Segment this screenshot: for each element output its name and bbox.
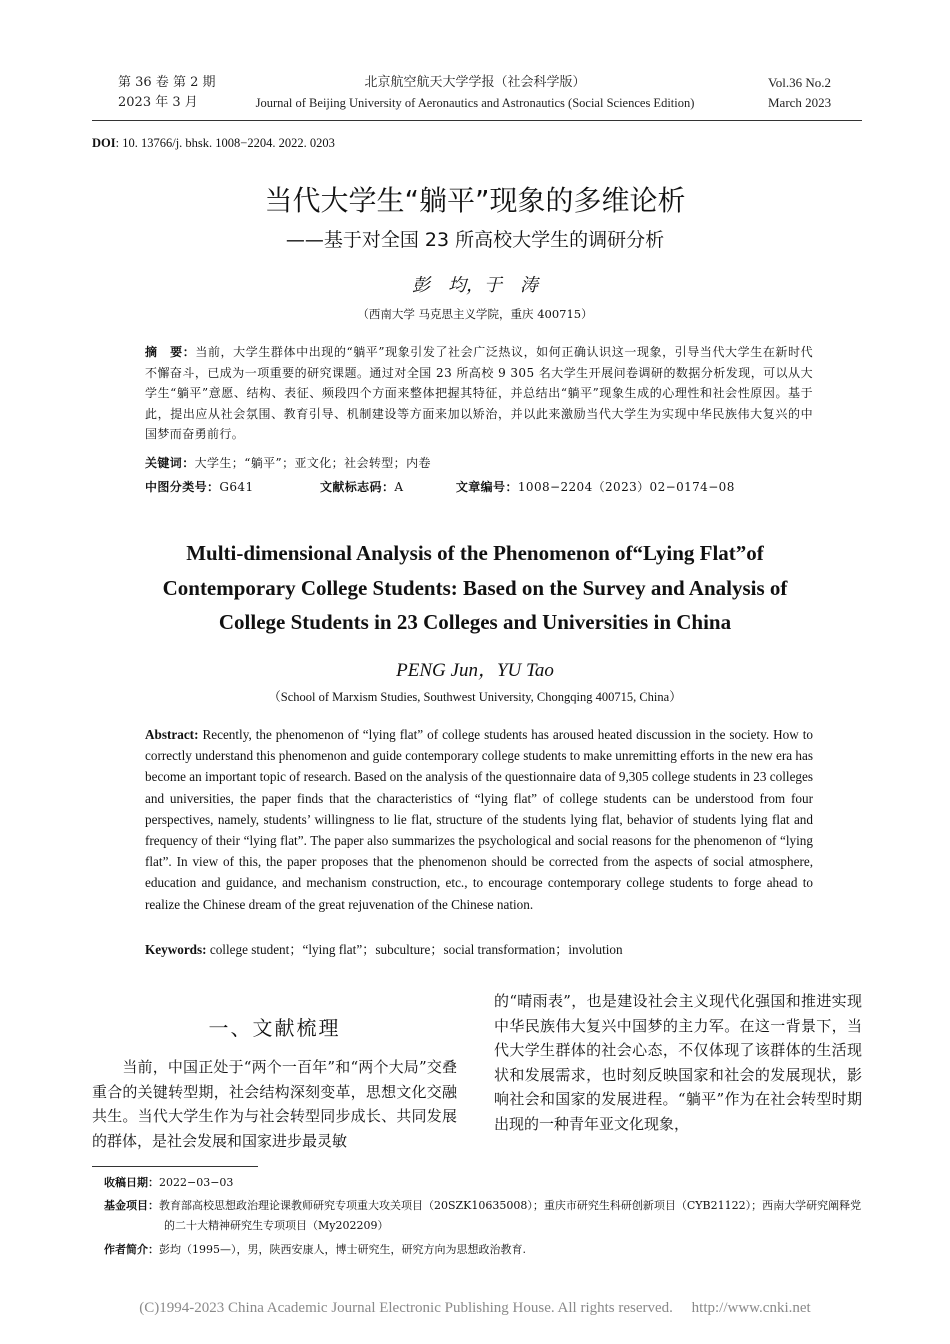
- article-no-label: 文章编号：: [455, 480, 518, 494]
- header-journal-en: Journal of Beijing University of Aeronautics and Astronautics (Social Sciences Edition): [255, 96, 695, 110]
- footnote-rule: [92, 1166, 258, 1167]
- body-right-column: 的“晴雨表”，也是建设社会主义现代化强国和推进实现中华民族伟大复兴中国梦的主力军。在这一背景下，当代大学生群体的社会心态，不仅体现了该群体的生活现状和发展需求，也时刻反映国家和社会的发展现状，影响社会和国家的发展进程。“躺平”作为在社会转型时期出现的一种青年亚文化现象，: [494, 992, 862, 1133]
- title-en-line-3: College Students in 23 Colleges and Universities in China: [218, 610, 732, 634]
- received-label: 收稿日期：: [104, 1176, 159, 1189]
- title-cn: 当代大学生“躺平”现象的多维论析: [264, 184, 686, 217]
- header-journal-cn: 北京航空航天大学学报（社会科学版）: [364, 75, 586, 90]
- authors-cn: 彭 均，于 涛: [412, 275, 538, 296]
- fund-value: 教育部高校思想政治理论课教师研究专项重大攻关项目（20SZK10635008）；重庆市研究生科研创新项目（CYB21122）；西南大学研究阐释党的二十大精神研究生专项项目（My202209）: [159, 1199, 862, 1232]
- affiliation-en: （School of Marxism Studies, Southwest University, Chongqing 400715, China）: [268, 690, 682, 704]
- authors-en: PENG Jun，YU Tao: [396, 660, 554, 681]
- keywords-cn-label: 关键词：: [145, 456, 195, 470]
- abstract-en-text: Recently, the phenomenon of “lying flat” of college students has aroused heated discussion in the society. How to correctly understand this phenomenon and guide contemporary college students to make unremitting efforts in the new era has become an important topic of research. Based on the analysis of the questionnaire data of 9,305 college students in 23 colleges and universities, the paper finds that the characteristics of “lying flat” of college students can be understood from four perspectives, namely, students’ willingness to lie flat, structure of the students lying flat, behavior of students lying flat and frequency of their “lying flat”. The paper also summarizes the psychological and social reasons for the phenomenon of “lying flat”. In view of this, the paper proposes that the phenomenon should be corrected from the aspects of social atmosphere, education and guidance, and mechanism construction, etc., to encourage contemporary college students to forge ahead to realize the Chinese dream of the great rejuvenation of the Chinese nation.: [145, 727, 814, 912]
- fund-label: 基金项目：: [104, 1199, 159, 1212]
- title-en-line-2: Contemporary College Students: Based on the Survey and Analysis of: [162, 575, 788, 600]
- doc-code-label: 文献标志码：: [319, 480, 395, 494]
- keywords-en-label: Keywords:: [145, 942, 207, 957]
- classification-line: [145, 477, 813, 498]
- affiliation-cn: （西南大学 马克思主义学院，重庆 400715）: [357, 307, 593, 321]
- doi-label: DOI: [92, 136, 116, 150]
- header-date: 2023 年 3 月: [118, 95, 198, 110]
- doc-code-value: A: [394, 480, 404, 494]
- title-en: [0, 536, 950, 640]
- abstract-cn-label: 摘 要：: [145, 345, 196, 359]
- abstract-en-label: Abstract:: [145, 727, 199, 742]
- footnote-fund: [104, 1196, 862, 1236]
- author-bio-label: 作者简介：: [104, 1243, 159, 1256]
- keywords-cn: [145, 453, 813, 474]
- abstract-cn: [145, 342, 813, 445]
- article-no-value: 1008−2204（2023）02−0174−08: [517, 480, 735, 494]
- doi-line: [92, 136, 335, 151]
- header-vol-en: Vol.36 No.2: [768, 75, 831, 90]
- author-bio-value: 彭均（1995—），男，陕西安康人，博士研究生，研究方向为思想政治教育.: [159, 1243, 526, 1256]
- copyright-line: (C)1994-2023 China Academic Journal Electronic Publishing House. All rights reserved. http://www.cnki.net: [139, 1300, 811, 1316]
- clc-value: G641: [219, 480, 254, 494]
- header-rule: [92, 120, 862, 121]
- abstract-cn-text: 当前，大学生群体中出现的“躺平”现象引发了社会广泛热议，如何正确认识这一现象，引导当代大学生在新时代不懈奋斗，已成为一项重要的研究课题。通过对全国 23 所高校 9 305 名大学生开展问卷调研的数据分析发现，可以从大学生“躺平”意愿、结构、表征、频段四个方面来整体把握其特征，并总结出“躺平”现象生成的心理性和社会性原因。基于此，提出应从社会氛围、教育引导、机制建设等方面来加以矫治，并以此来激励当代大学生为实现中华民族伟大复兴的中国梦而奋勇前行。: [145, 345, 813, 441]
- subtitle-cn: ——基于对全国 23 所高校大学生的调研分析: [285, 229, 665, 251]
- footnote-received: [104, 1173, 862, 1193]
- doi-value[interactable]: : 10. 13766/j. bhsk. 1008−2204. 2022. 0203: [115, 136, 335, 150]
- title-en-line-1: Multi-dimensional Analysis of the Phenomenon of“Lying Flat”of: [186, 541, 764, 565]
- header-date-en: March 2023: [768, 95, 832, 110]
- body-left-column: 当前，中国正处于“两个一百年”和“两个大局”交叠重合的关键转型期，社会结构深刻变革，思想文化交融共生。当代大学生作为与社会转型同步成长、共同发展的群体，是社会发展和国家进步最灵敏: [92, 1058, 457, 1150]
- footnote-author: [104, 1240, 862, 1260]
- keywords-en-text: college student；“lying flat”；subculture；social transformation；involution: [209, 942, 623, 957]
- keywords-cn-text: 大学生；“躺平”；亚文化；社会转型；内卷: [194, 456, 431, 470]
- header-volume: 第 36 卷 第 2 期: [118, 75, 216, 90]
- received-value: 2022−03−03: [159, 1176, 234, 1189]
- clc-label: 中图分类号：: [145, 480, 220, 494]
- section-heading: 一、文献梳理: [208, 1016, 341, 1040]
- keywords-en: [145, 939, 813, 960]
- abstract-en: [145, 724, 813, 915]
